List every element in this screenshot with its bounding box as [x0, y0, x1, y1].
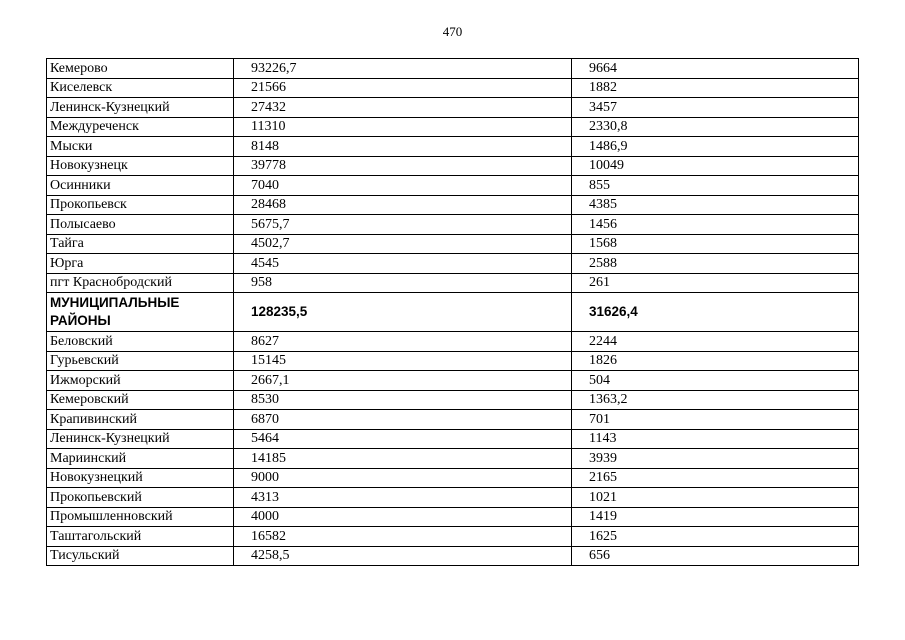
value-col2: 8148: [234, 137, 572, 157]
value-col2: 4258,5: [234, 546, 572, 566]
table-row: [47, 429, 859, 449]
district-name: Беловский: [47, 332, 234, 352]
group-total-col2: 128235,5: [234, 293, 572, 332]
value-col3: 1143: [572, 429, 859, 449]
value-col2: 5675,7: [234, 215, 572, 235]
district-name: Мариинский: [47, 449, 234, 469]
data-table: [46, 58, 859, 566]
value-col3: 504: [572, 371, 859, 391]
value-col2: 11310: [234, 117, 572, 137]
district-name: Тисульский: [47, 546, 234, 566]
district-name: Ижморский: [47, 371, 234, 391]
value-col2: 958: [234, 273, 572, 293]
municipality-name: Юрга: [47, 254, 234, 274]
value-col2: 4502,7: [234, 234, 572, 254]
table-row: [47, 332, 859, 352]
table-row: [47, 488, 859, 508]
value-col2: 4000: [234, 507, 572, 527]
value-col2: 21566: [234, 78, 572, 98]
value-col3: 4385: [572, 195, 859, 215]
value-col2: 4313: [234, 488, 572, 508]
district-name: Таштагольский: [47, 527, 234, 547]
district-name: Ленинск-Кузнецкий: [47, 429, 234, 449]
table-row: [47, 507, 859, 527]
municipality-name: пгт Краснобродский: [47, 273, 234, 293]
value-col3: 855: [572, 176, 859, 196]
value-col2: 8627: [234, 332, 572, 352]
municipality-name: Мыски: [47, 137, 234, 157]
table-row: [47, 371, 859, 391]
table-row: [47, 78, 859, 98]
value-col3: 1363,2: [572, 390, 859, 410]
district-name: Прокопьевский: [47, 488, 234, 508]
municipality-name: Полысаево: [47, 215, 234, 235]
value-col3: 9664: [572, 59, 859, 79]
value-col3: 701: [572, 410, 859, 430]
group-total-col3: 31626,4: [572, 293, 859, 332]
district-name: Кемеровский: [47, 390, 234, 410]
value-col3: 2330,8: [572, 117, 859, 137]
table-row: [47, 215, 859, 235]
table-row: [47, 195, 859, 215]
municipality-name: Тайга: [47, 234, 234, 254]
value-col2: 2667,1: [234, 371, 572, 391]
table-row: [47, 449, 859, 469]
district-name: Крапивинский: [47, 410, 234, 430]
municipality-name: Междуреченск: [47, 117, 234, 137]
table-row: [47, 176, 859, 196]
table-row: [47, 546, 859, 566]
table-row: [47, 254, 859, 274]
value-col3: 1882: [572, 78, 859, 98]
page-number: 470: [442, 24, 463, 39]
value-col2: 28468: [234, 195, 572, 215]
value-col3: 10049: [572, 156, 859, 176]
table-row: [47, 527, 859, 547]
value-col3: 1456: [572, 215, 859, 235]
municipality-name: Кемерово: [47, 59, 234, 79]
value-col2: 5464: [234, 429, 572, 449]
value-col3: 1826: [572, 351, 859, 371]
value-col3: 2244: [572, 332, 859, 352]
value-col3: 1568: [572, 234, 859, 254]
value-col3: 3457: [572, 98, 859, 118]
table-row: [47, 234, 859, 254]
value-col3: 2165: [572, 468, 859, 488]
table-row: [47, 273, 859, 293]
value-col3: 1625: [572, 527, 859, 547]
value-col2: 9000: [234, 468, 572, 488]
group-title: МУНИЦИПАЛЬНЫЕ РАЙОНЫ: [47, 293, 234, 332]
table-row: [47, 351, 859, 371]
table-row: [47, 468, 859, 488]
table-row: [47, 156, 859, 176]
value-col2: 93226,7: [234, 59, 572, 79]
value-col3: 1486,9: [572, 137, 859, 157]
municipality-name: Осинники: [47, 176, 234, 196]
value-col2: 6870: [234, 410, 572, 430]
table-row: [47, 137, 859, 157]
table-row: [47, 390, 859, 410]
value-col2: 16582: [234, 527, 572, 547]
value-col2: 27432: [234, 98, 572, 118]
value-col3: 261: [572, 273, 859, 293]
municipality-name: Ленинск-Кузнецкий: [47, 98, 234, 118]
value-col2: 15145: [234, 351, 572, 371]
value-col2: 39778: [234, 156, 572, 176]
group-header-row: [47, 293, 859, 332]
district-name: Промышленновский: [47, 507, 234, 527]
table-row: [47, 98, 859, 118]
value-col2: 8530: [234, 390, 572, 410]
table-row: [47, 117, 859, 137]
value-col2: 7040: [234, 176, 572, 196]
value-col2: 14185: [234, 449, 572, 469]
table-row: [47, 410, 859, 430]
value-col3: 656: [572, 546, 859, 566]
value-col2: 4545: [234, 254, 572, 274]
value-col3: 2588: [572, 254, 859, 274]
value-col3: 1021: [572, 488, 859, 508]
municipality-name: Новокузнецк: [47, 156, 234, 176]
municipality-name: Киселевск: [47, 78, 234, 98]
value-col3: 3939: [572, 449, 859, 469]
value-col3: 1419: [572, 507, 859, 527]
municipality-name: Прокопьевск: [47, 195, 234, 215]
table-row: [47, 59, 859, 79]
district-name: Новокузнецкий: [47, 468, 234, 488]
district-name: Гурьевский: [47, 351, 234, 371]
